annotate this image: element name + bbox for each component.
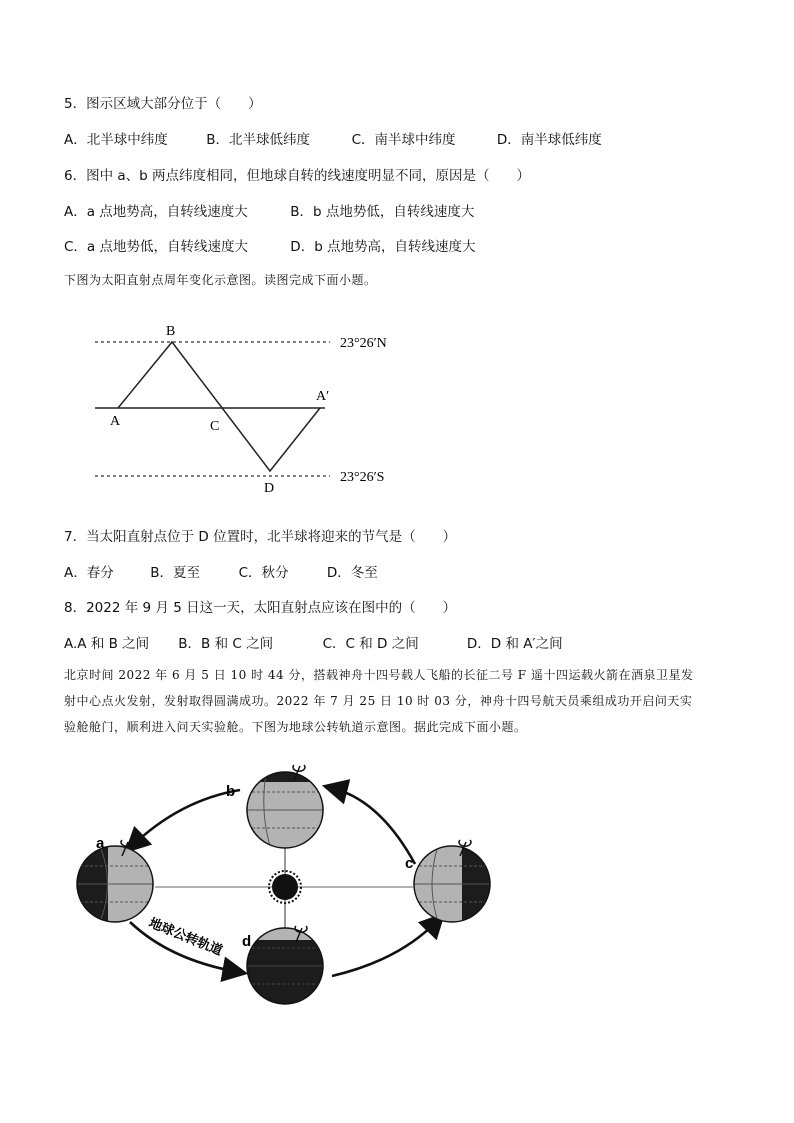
earth-a-globe-icon	[70, 840, 155, 930]
q5-stem: 5．图示区域大部分位于（ ）	[64, 96, 262, 112]
earth-d-label: d	[242, 933, 252, 950]
earth-orbit-diagram	[70, 760, 510, 1015]
q6-option-b: B．b 点地势低，自转线速度大	[290, 204, 475, 220]
earth-a-label: a	[96, 835, 105, 852]
north-tropic-label: 23°26′N	[340, 336, 387, 351]
q7-options	[64, 561, 378, 581]
q5-options	[64, 128, 602, 148]
point-a-prime-label: A′	[316, 389, 330, 404]
q8-option-a: A.A 和 B 之间	[64, 636, 150, 652]
point-d-label: D	[264, 481, 275, 496]
intro-paragraph-2-line-1: 北京时间 2022 年 6 月 5 日 10 时 44 分，搭载神舟十四号载人飞船的长征二号 F 遥十四运载火箭在酒泉卫星发	[64, 668, 694, 682]
q8-option-c: C．C 和 D 之间	[322, 636, 419, 652]
q6-option-a: A．a 点地势高，自转线速度大	[64, 204, 248, 220]
earth-b-label: b	[226, 783, 236, 800]
orbit-label: 地球公转轨道	[146, 914, 225, 959]
south-tropic-label: 23°26′S	[340, 470, 385, 485]
point-c-label: C	[210, 419, 220, 434]
q7-stem: 7．当太阳直射点位于 D 位置时，北半球将迎来的节气是（ ）	[64, 529, 457, 545]
q8-option-b: B．B 和 C 之间	[178, 636, 274, 652]
subsolar-point-diagram	[90, 318, 410, 498]
q5-option-b: B．北半球低纬度	[206, 132, 311, 148]
q6-options-row2	[64, 235, 476, 255]
earth-c-label: c	[405, 855, 414, 872]
q8-stem: 8．2022 年 9 月 5 日这一天，太阳直射点应该在图中的（ ）	[64, 600, 457, 616]
q7-option-d: D．冬至	[326, 565, 378, 581]
sun-icon	[269, 871, 301, 903]
orbit-arc-d-to-c	[332, 920, 438, 976]
q7-option-b: B．夏至	[150, 565, 201, 581]
q8-option-d: D．D 和 A′之间	[466, 636, 563, 652]
q6-stem: 6．图中 a、b 两点纬度相同，但地球自转的线速度明显不同，原因是（ ）	[64, 168, 531, 184]
q5-option-a: A．北半球中纬度	[64, 132, 168, 148]
point-a-label: A	[110, 414, 121, 429]
q6-option-c: C．a 点地势低，自转线速度大	[64, 239, 248, 255]
earth-d-globe-icon	[247, 926, 323, 1004]
q7-option-c: C．秋分	[238, 565, 289, 581]
q8-options	[64, 632, 563, 652]
q6-option-d: D．b 点地势高，自转线速度大	[290, 239, 476, 255]
q5-option-c: C．南半球中纬度	[351, 132, 456, 148]
orbit-arc-b-to-a	[132, 790, 240, 846]
q7-option-a: A．春分	[64, 565, 114, 581]
intro-paragraph-1: 下图为太阳直射点周年变化示意图。读图完成下面小题。	[64, 273, 377, 287]
q5-option-d: D．南半球低纬度	[496, 132, 602, 148]
earth-b-globe-icon	[247, 765, 323, 848]
q6-options-row1	[64, 200, 474, 220]
subsolar-path	[118, 342, 320, 471]
orbit-arc-c-to-b	[332, 788, 415, 864]
earth-c-globe-icon	[414, 840, 502, 930]
intro-paragraph-2-line-3: 验舱舱门，顺利进入问天实验舱。下图为地球公转轨道示意图。据此完成下面小题。	[64, 720, 527, 734]
intro-paragraph-2-line-2: 射中心点火发射，发射取得圆满成功。2022 年 7 月 25 日 10 时 03 分，神舟十四号航天员乘组成功开启问天实	[64, 694, 693, 708]
point-b-label: B	[166, 324, 176, 339]
